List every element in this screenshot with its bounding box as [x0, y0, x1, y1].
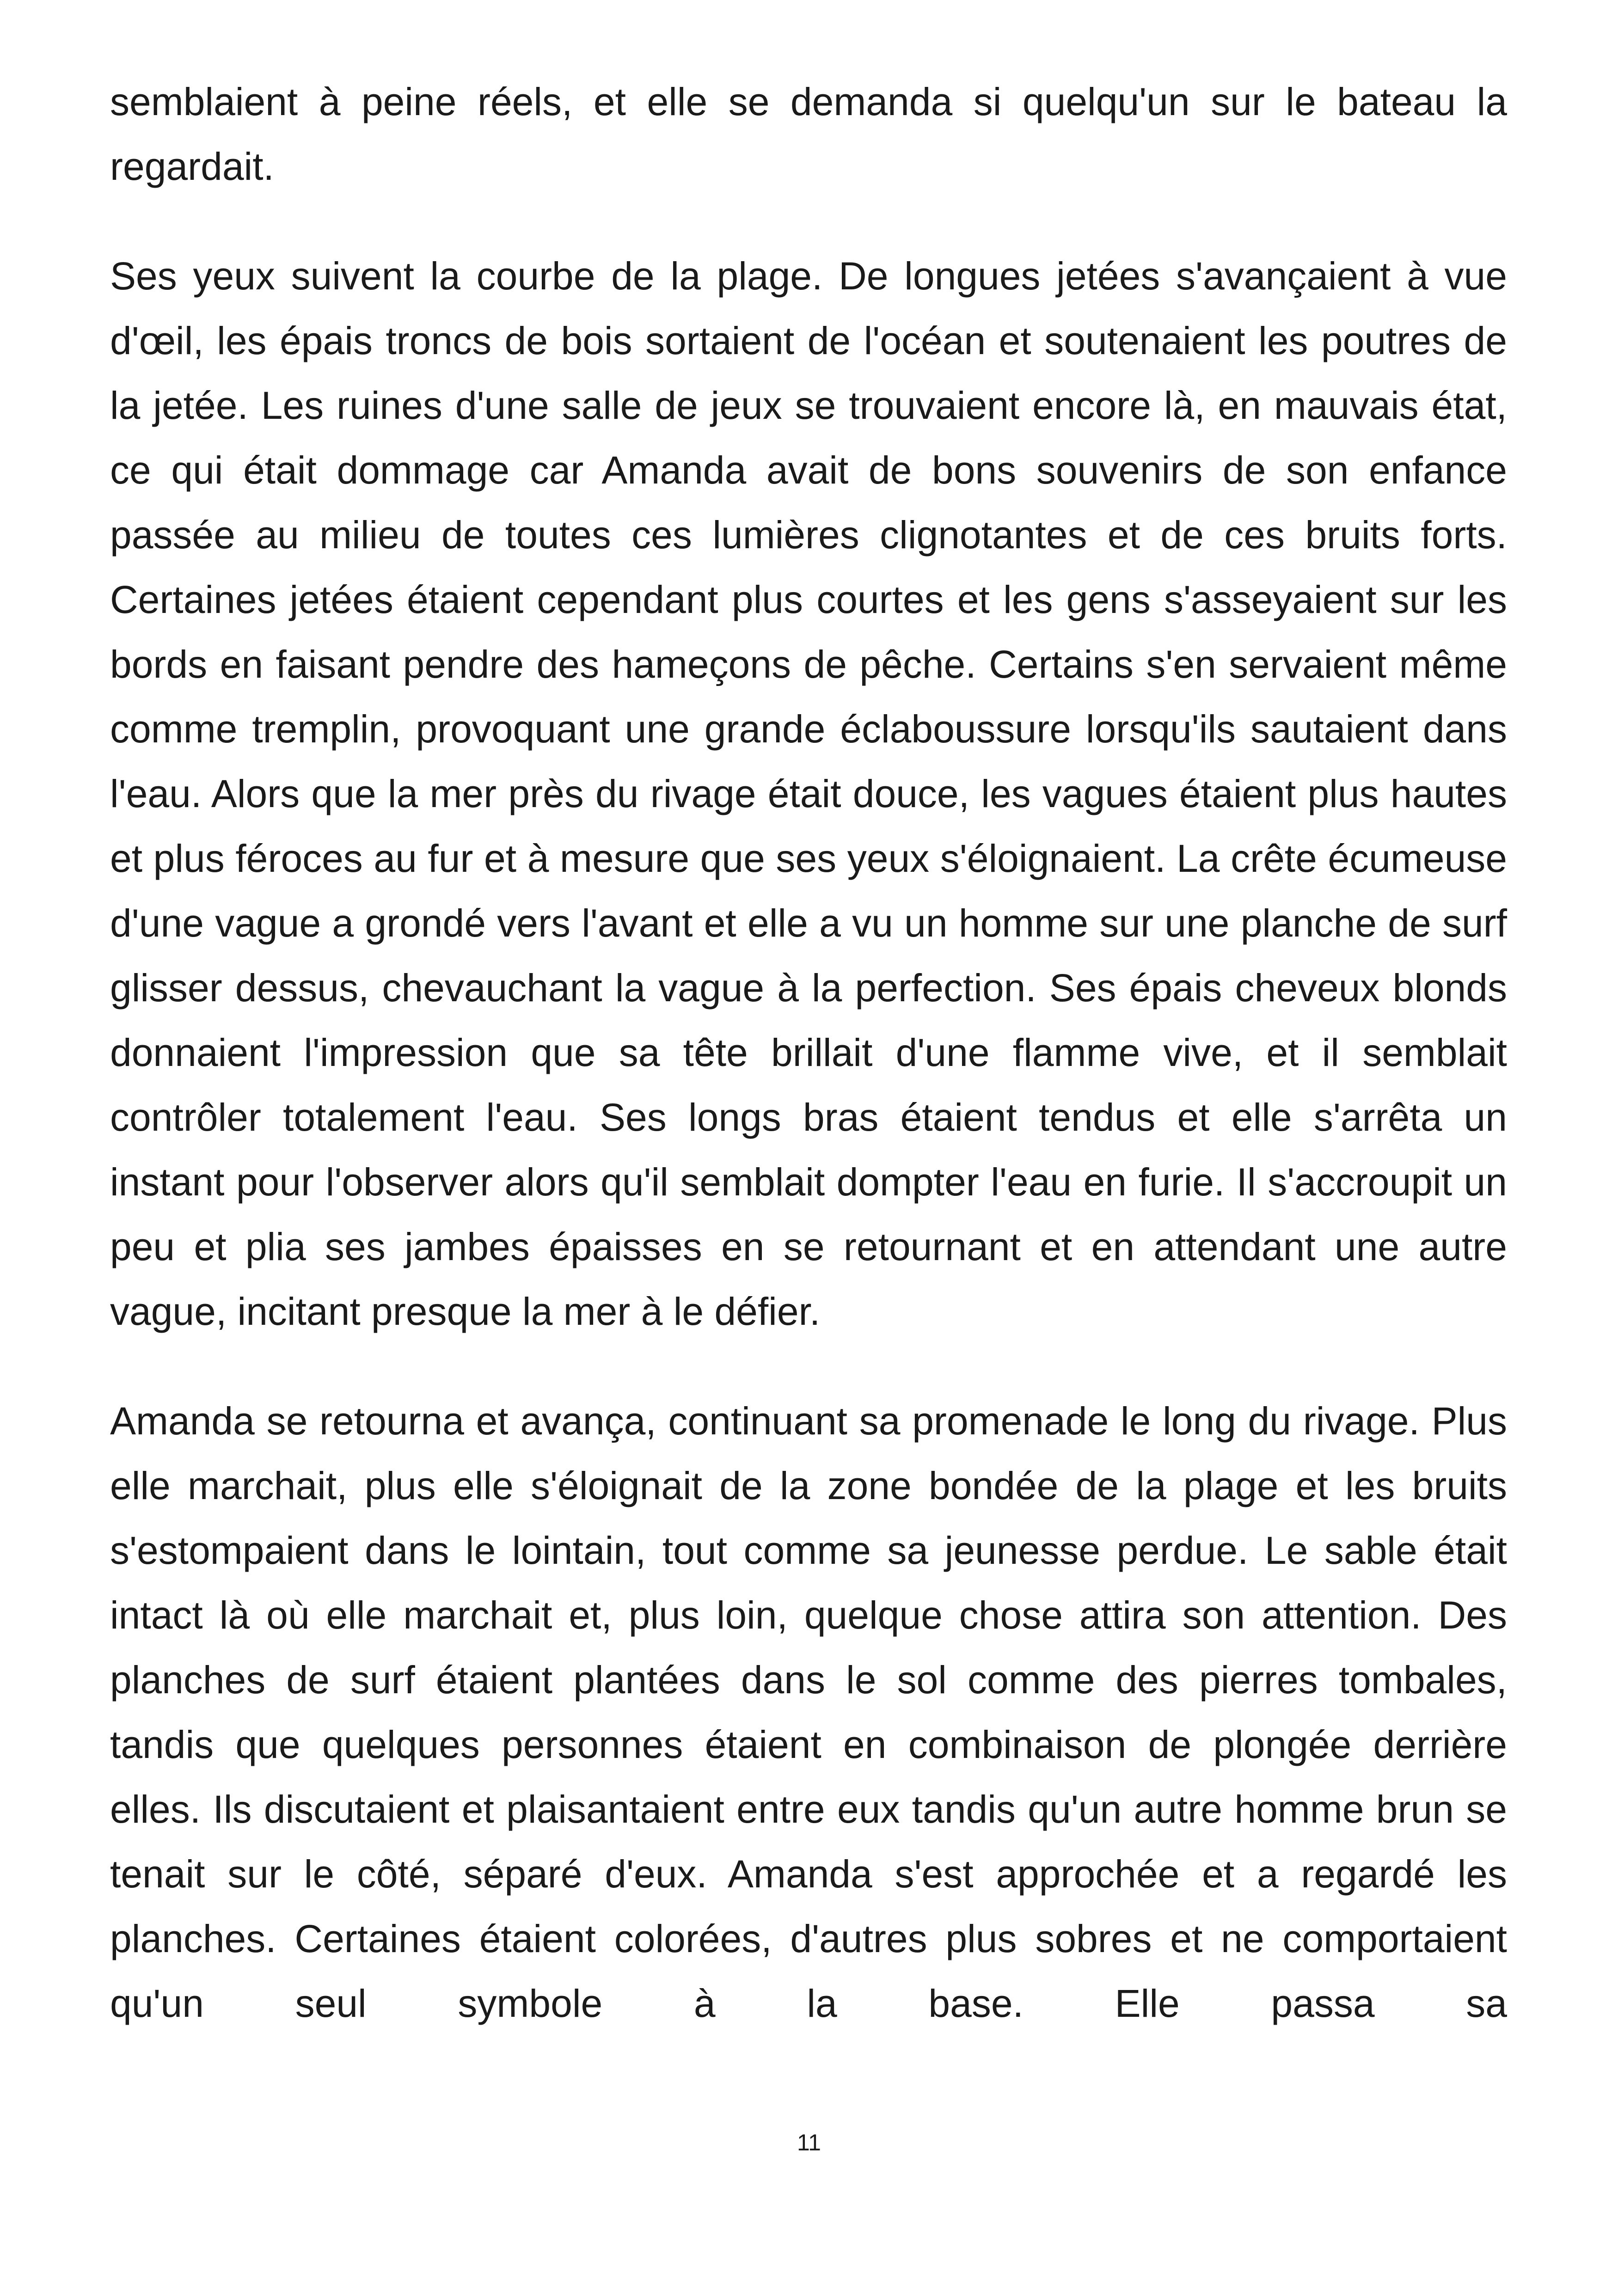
page-number: 11: [797, 2130, 821, 2155]
paragraph-2: Ses yeux suivent la courbe de la plage. De longues jetées s'avançaient à vue d'œil, les épais troncs de bois sortaient de l'océan et soutenaient les poutres de la jetée. Les ruines d'une salle de jeux se trouvaient encore là, en mauvais état, ce qui était dommage car Amanda avait de bons souvenirs de son enfance passée au milieu de toutes ces lumières clignotantes et de ces bruits forts. Certaines jetées étaient cependant plus courtes et les gens s'asseyaient sur les bords en faisant pendre des hameçons de pêche. Certains s'en servaient même comme tremplin, provoquant une grande éclaboussure lorsqu'ils sautaient dans l'eau. Alors que la mer près du rivage était douce, les vagues étaient plus hautes et plus féroces au fur et à mesure que ses yeux s'éloignaient. La crête écumeuse d'une vague a grondé vers l'avant et elle a vu un homme sur une planche de surf glisser dessus, chevauchant la vague à la perfection. Ses épais cheveux blonds donnaient l'impression que sa tête brillait d'une flamme vive, et il semblait contrôler totalement l'eau. Ses longs bras étaient tendus et elle s'arrêta un instant pour l'observer alors qu'il semblait dompter l'eau en furie. Il s'accroupit un peu et plia ses jambes épaisses en se retournant et en attendant une autre vague, incitant presque la mer à le défier.: [110, 254, 1507, 1333]
body-text: [110, 69, 1507, 2081]
paragraph-3: Amanda se retourna et avança, continuant sa promenade le long du rivage. Plus elle marchait, plus elle s'éloignait de la zone bondée de la plage et les bruits s'estompaient dans le lointain, tout comme sa jeunesse perdue. Le sable était intact là où elle marchait et, plus loin, quelque chose attira son attention. Des planches de surf étaient plantées dans le sol comme des pierres tombales, tandis que quelques personnes étaient en combinaison de plongée derrière elles. Ils discutaient et plaisantaient entre eux tandis qu'un autre homme brun se tenait sur le côté, séparé d'eux. Amanda s'est approchée et a regardé les planches. Certaines étaient colorées, d'autres plus sobres et ne comportaient qu'un seul symbole à la base. Elle passa sa: [110, 1399, 1507, 2025]
paragraph-1: semblaient à peine réels, et elle se demanda si quelqu'un sur le bateau la regardait.: [110, 80, 1507, 188]
